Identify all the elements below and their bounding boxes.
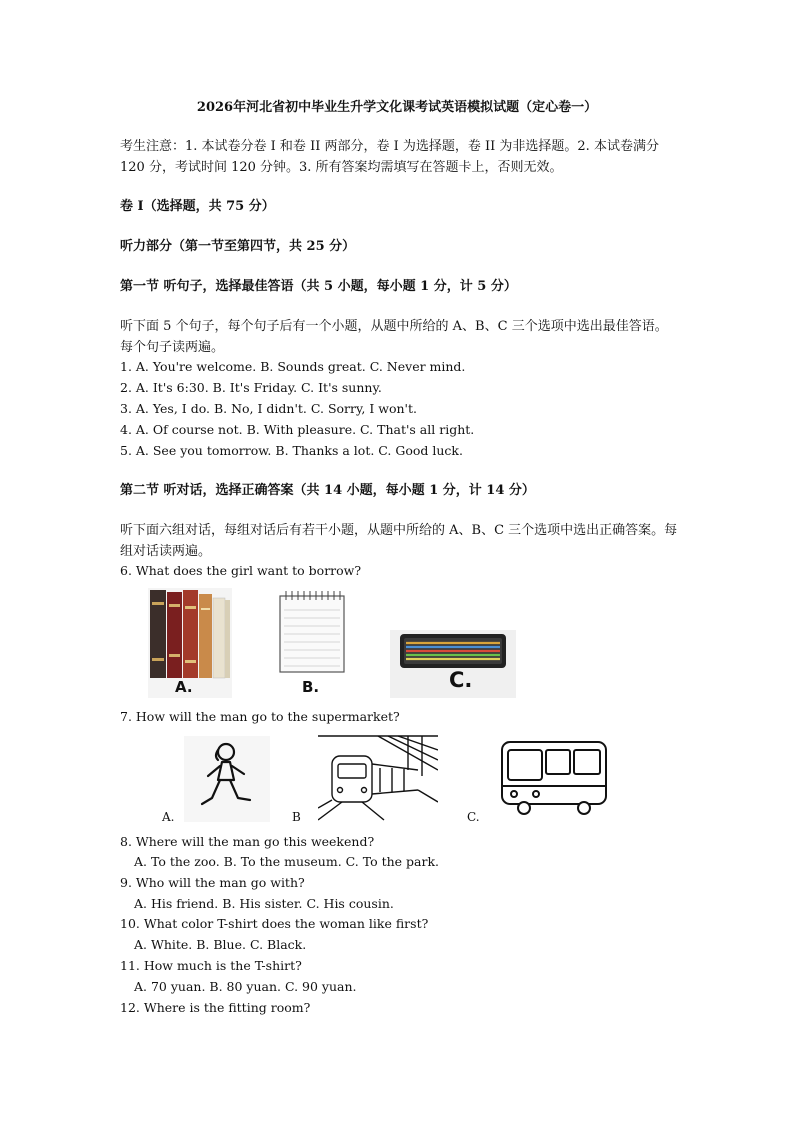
question-10-options: A. White. B. Blue. C. Black.: [134, 937, 307, 952]
question-3: 3. A. Yes, I do. B. No, I didn't. C. Sorry, I won't.: [120, 401, 417, 416]
exam-title: 2026年河北省初中毕业生升学文化课考试英语模拟试题（定心卷一）: [196, 100, 598, 115]
section-two-intro: 听下面六组对话，每组对话后有若干小题，从题中所给的 A、B、C 三个选项中选出正确答案。每组对话读两遍。: [120, 523, 678, 559]
question-8: 8. Where will the man go this weekend?: [120, 834, 375, 849]
q7-label-a: A.: [162, 810, 175, 824]
question-8-options: A. To the zoo. B. To the museum. C. To the park.: [134, 854, 440, 869]
question-2: 2. A. It's 6:30. B. It's Friday. C. It's sunny.: [120, 380, 382, 395]
candidate-notice: 考生注意：1. 本试卷分卷 I 和卷 II 两部分，卷 I 为选择题，卷 II 为非选择题。2. 本试卷满分 120 分，考试时间 120 分钟。3. 所有答案均需填写在答题卡上，否则无效。: [120, 139, 659, 175]
section-two-heading: 第二节 听对话，选择正确答案（共 14 小题，每小题 1 分，计 14 分）: [120, 483, 535, 498]
walking-person-icon: [184, 736, 270, 822]
q6-label-a: A.: [175, 678, 193, 696]
q7-option-b-picture: [318, 730, 438, 822]
question-9-options: A. His friend. B. His sister. C. His cousin.: [134, 896, 394, 911]
question-12: 12. Where is the fitting room?: [120, 1000, 311, 1015]
question-11: 11. How much is the T-shirt?: [120, 958, 302, 973]
q7-option-c-picture: [498, 738, 610, 818]
train-icon: [318, 730, 438, 822]
listening-heading: 听力部分（第一节至第四节，共 25 分）: [120, 239, 356, 254]
question-11-options: A. 70 yuan. B. 80 yuan. C. 90 yuan.: [134, 979, 357, 994]
section-one-intro: 听下面 5 个句子，每个句子后有一个小题，从题中所给的 A、B、C 三个选项中选出最佳答语。每个句子读两遍。: [120, 319, 668, 355]
question-9: 9. Who will the man go with?: [120, 875, 305, 890]
section-one-heading: 第一节 听句子，选择最佳答语（共 5 小题，每小题 1 分，计 5 分）: [120, 279, 517, 294]
question-7: 7. How will the man go to the supermarket?: [120, 709, 400, 724]
q6-label-b: B.: [302, 678, 320, 696]
question-4: 4. A. Of course not. B. With pleasure. C. That's all right.: [120, 422, 475, 437]
question-1: 1. A. You're welcome. B. Sounds great. C. Never mind.: [120, 359, 466, 374]
q7-label-b: B: [292, 810, 301, 824]
q6-label-c: C.: [449, 668, 473, 692]
pencil-case-icon: [390, 630, 516, 670]
question-6: 6. What does the girl want to borrow?: [120, 563, 362, 578]
part-one-heading: 卷 I（选择题，共 75 分）: [120, 199, 275, 214]
q7-label-c: C.: [467, 810, 480, 824]
notebook-icon: [274, 588, 350, 674]
question-10: 10. What color T-shirt does the woman like first?: [120, 916, 429, 931]
q7-option-a-picture: [184, 736, 270, 822]
question-5: 5. A. See you tomorrow. B. Thanks a lot. C. Good luck.: [120, 443, 463, 458]
bus-icon: [498, 738, 610, 818]
